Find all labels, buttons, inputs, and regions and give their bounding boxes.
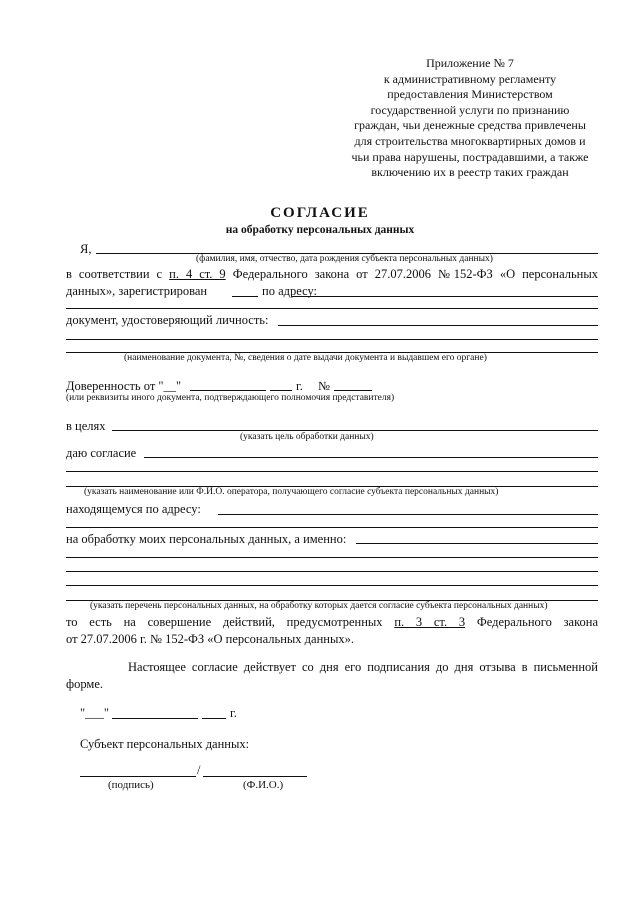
consent-line-2[interactable]: [66, 471, 598, 472]
proxy-number-label: №: [318, 379, 330, 393]
actions-reference: п. 3 ст. 3: [394, 615, 466, 629]
signature-fio-hint: (Ф.И.О.): [243, 779, 284, 791]
date-month-line[interactable]: [112, 718, 198, 719]
processing-line-2[interactable]: [66, 557, 598, 558]
fio-hint: (фамилия, имя, отчество, дата рождения субъекта персональных данных): [196, 254, 493, 264]
proxy-year-line[interactable]: [270, 390, 292, 391]
document-line-2[interactable]: [66, 339, 598, 340]
purpose-line[interactable]: [112, 430, 598, 431]
processing-line-4[interactable]: [66, 585, 598, 586]
signature-hint: (подпись): [108, 779, 154, 791]
validity-line-1: [128, 660, 598, 675]
validity-line-2: форме.: [66, 677, 103, 691]
law-reference: п. 4 ст. 9: [169, 267, 226, 281]
signature-slash: /: [197, 763, 201, 777]
pd-list-hint: (указать перечень персональных данных, на обработку которых дается согласие субъекта персональных данных): [90, 601, 548, 611]
document-hint: (наименование документа, №, сведения о дате выдачи документа и выдавшем его органе): [124, 353, 487, 363]
consent-line[interactable]: [144, 457, 598, 458]
processing-label: на обработку моих персональных данных, а именно:: [66, 532, 347, 546]
signature-line[interactable]: [80, 776, 196, 777]
ya-label: Я,: [80, 242, 92, 256]
law-prefix: в соответствии с: [66, 267, 163, 281]
annex-block: [330, 56, 610, 181]
purpose-hint: (указать цель обработки данных): [240, 432, 374, 442]
actions-prefix: то есть на совершение действий, предусмотренных: [66, 615, 383, 629]
subject-label: Субъект персональных данных:: [80, 737, 250, 751]
date-quote: "___": [80, 706, 109, 720]
operator-hint: (указать наименование или Ф.И.О. оператора, получающего согласие субъекта персональных данных): [84, 487, 499, 497]
annex-line: чьи права нарушены, пострадавшими, а также: [351, 149, 589, 164]
located-line[interactable]: [218, 514, 598, 515]
address-line[interactable]: [292, 296, 598, 297]
located-label: находящемуся по адресу:: [66, 502, 201, 516]
address-label: по адресу:: [262, 284, 318, 298]
proxy-hint: (или реквизиты иного документа, подтверждающего полномочия представителя): [66, 393, 395, 403]
purpose-label: в целях: [66, 419, 106, 433]
document-subtitle: на обработку персональных данных: [225, 224, 415, 236]
proxy-year-label: г.: [296, 379, 303, 393]
proxy-number-line[interactable]: [334, 390, 372, 391]
validity-text-1: Настоящее согласие действует со дня его подписания до дня отзыва в письменной: [128, 660, 598, 674]
proxy-month-line[interactable]: [190, 390, 266, 391]
annex-line: предоставления Министерством: [387, 87, 553, 102]
annex-line: к административному регламенту: [383, 71, 557, 86]
annex-line: включению их в реестр таких граждан: [371, 165, 569, 180]
processing-line-3[interactable]: [66, 571, 598, 572]
annex-line: для строительства многоквартирных домов и: [354, 133, 586, 148]
consent-label: даю согласие: [66, 446, 137, 460]
document-line[interactable]: [278, 325, 598, 326]
annex-line: Приложение № 7: [426, 56, 514, 70]
proxy-label: Доверенность от "__": [66, 379, 182, 393]
address-line-2[interactable]: [66, 308, 598, 309]
registered-suffix-line[interactable]: [232, 296, 258, 297]
annex-line: граждан, чьи денежные средства привлечены: [354, 118, 586, 133]
document-title: СОГЛАСИЕ: [270, 205, 370, 221]
actions-line-2: от 27.07.2006 г. № 152-ФЗ «О персональных данных».: [66, 632, 354, 646]
processing-line[interactable]: [356, 543, 598, 544]
registered-label: данных», зарегистрирован: [66, 284, 208, 298]
law-text: Федерального закона от 27.07.2006 №152-ФЗ «О персональных: [232, 267, 599, 281]
date-year-label: г.: [230, 706, 237, 720]
located-line-2[interactable]: [66, 527, 598, 528]
actions-suffix: Федерального закона: [476, 615, 599, 629]
law-line: [66, 267, 598, 282]
signature-fio-line[interactable]: [203, 776, 307, 777]
annex-line: государственной услуги по признанию: [370, 102, 570, 117]
date-year-line[interactable]: [202, 718, 226, 719]
actions-line: [66, 615, 598, 630]
document-label: документ, удостоверяющий личность:: [66, 313, 269, 327]
